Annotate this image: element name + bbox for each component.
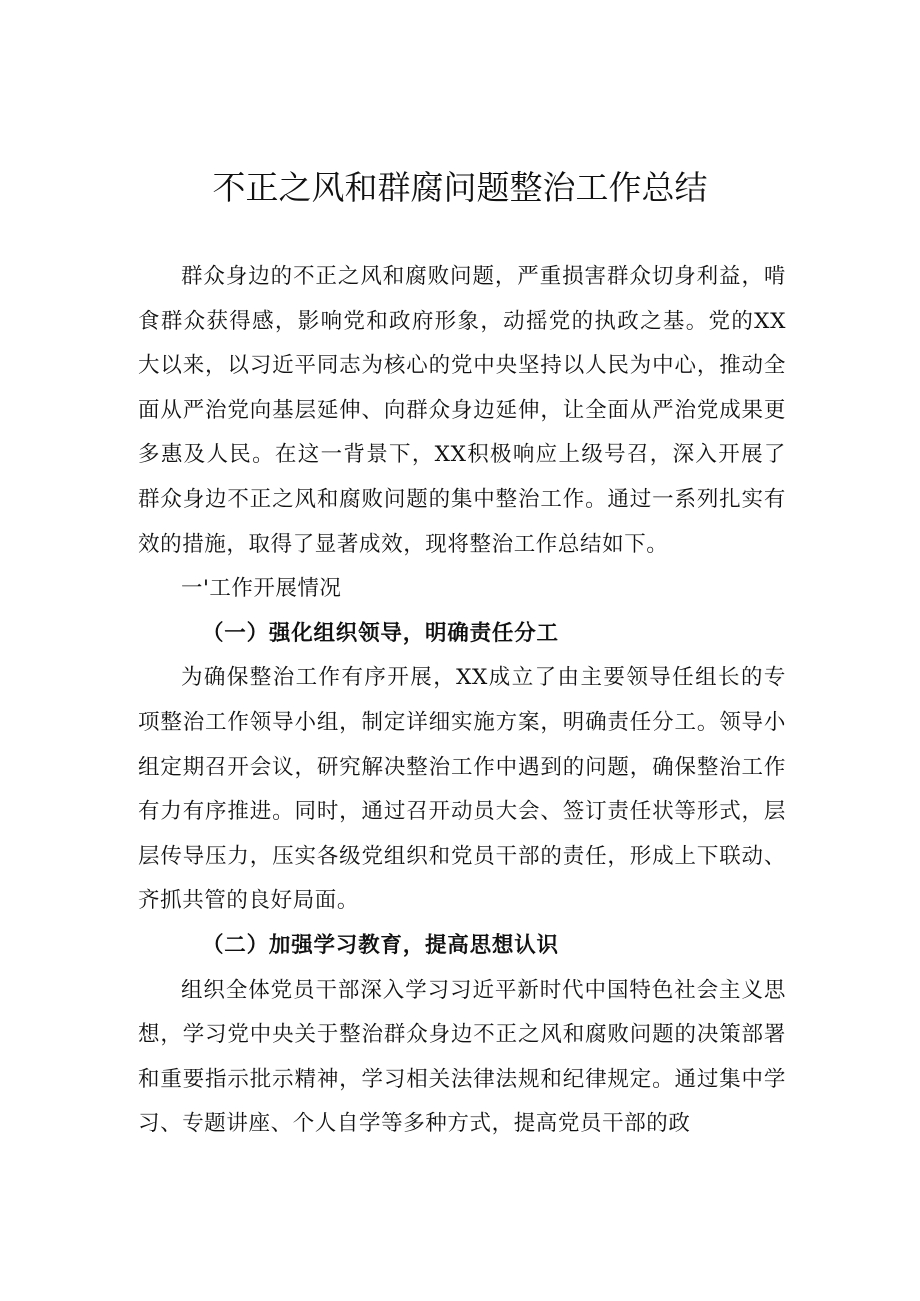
document-body bbox=[138, 255, 786, 1147]
subsection-heading-organization: （一）强化组织领导，明确责任分工 bbox=[202, 620, 559, 646]
subsection-heading-education: （二）加强学习教育，提高思想认识 bbox=[202, 932, 559, 958]
subsection-paragraph-organization: 为确保整治工作有序开展，XX成立了由主要领导任组长的专项整治工作领导小组，制定详细实施方案，明确责任分工。领导小组定期召开会议，研究解决整治工作中遇到的问题，确保整治工作有力有序推进。同时，通过召开动员大会、签订责任状等形式，层层传导压力，压实各级党组织和党员干部的责任，形成上下联动、齐抓共管的良好局面。 bbox=[138, 665, 786, 914]
document-title: 不正之风和群腐问题整治工作总结 bbox=[212, 168, 708, 207]
section-heading-work-progress: 一'工作开展情况 bbox=[181, 576, 342, 602]
subsection-paragraph-education: 组织全体党员干部深入学习习近平新时代中国特色社会主义思想，学习党中央关于整治群众身边不正之风和腐败问题的决策部署和重要指示批示精神，学习相关法律法规和纪律规定。通过集中学习、专题讲座、个人自学等多种方式，提高党员干部的政 bbox=[138, 977, 786, 1137]
intro-paragraph: 群众身边的不正之风和腐败问题，严重损害群众切身利益，啃食群众获得感，影响党和政府形象，动摇党的执政之基。党的XX大以来，以习近平同志为核心的党中央坚持以人民为中心，推动全面从严治党向基层延伸、向群众身边延伸，让全面从严治党成果更多惠及人民。在这一背景下，XX积极响应上级号召，深入开展了群众身边不正之风和腐败问题的集中整治工作。通过一系列扎实有效的措施，取得了显著成效，现将整治工作总结如下。 bbox=[138, 264, 786, 557]
